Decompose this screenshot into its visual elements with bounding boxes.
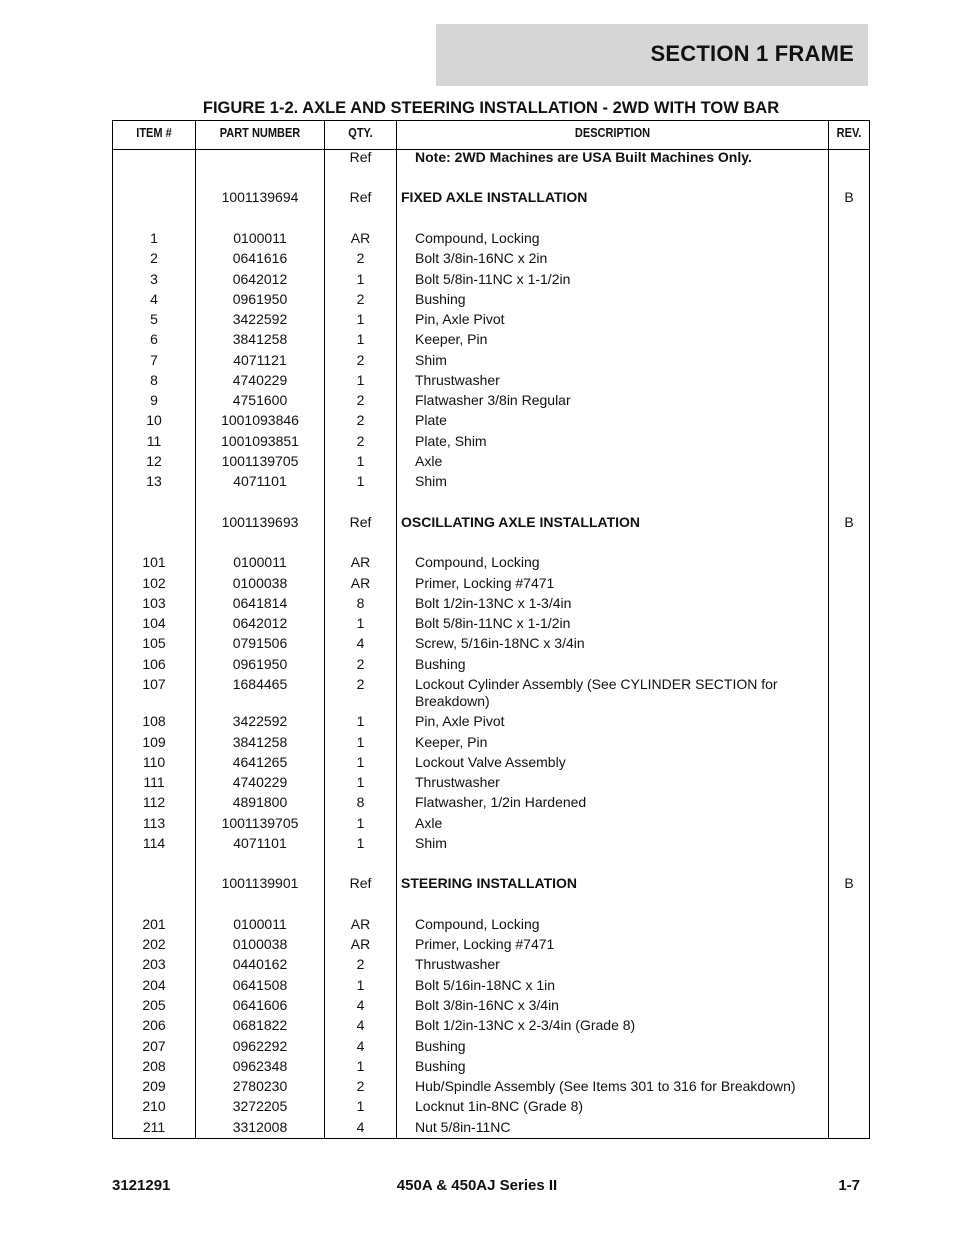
item-cell: 208	[142, 1058, 166, 1074]
description-cell: Axle	[415, 815, 443, 831]
quantity-cell: 4	[356, 635, 365, 651]
description-cell: Bolt 5/8in-11NC x 1-1/2in	[415, 615, 571, 631]
quantity-cell: Ref	[349, 149, 372, 165]
item-cell: 204	[142, 977, 166, 993]
quantity-cell: 2	[356, 956, 365, 972]
description-cell: Shim	[415, 352, 447, 368]
part-number-cell: 3841258	[232, 331, 288, 347]
description-cell: Bushing	[415, 1058, 466, 1074]
item-cell: 109	[142, 734, 166, 750]
item-cell: 102	[142, 575, 166, 591]
part-number-cell: 4071121	[233, 352, 287, 368]
column-header-rev: REV.	[836, 126, 862, 140]
description-cell: FIXED AXLE INSTALLATION	[401, 189, 588, 205]
quantity-cell: Ref	[349, 189, 372, 205]
part-number-cell: 0100038	[232, 575, 288, 591]
description-cell: Thrustwasher	[415, 774, 500, 790]
quantity-cell: 8	[356, 794, 365, 810]
description-cell: Bushing	[415, 1038, 466, 1054]
column-header-item: ITEM #	[136, 126, 172, 140]
quantity-cell: 1	[356, 977, 365, 993]
item-cell: 10	[146, 412, 162, 428]
quantity-cell: 2	[356, 352, 365, 368]
revision-cell: B	[844, 514, 854, 530]
description-cell: Keeper, Pin	[415, 734, 488, 750]
description-cell: Bolt 1/2in-13NC x 1-3/4in	[415, 595, 572, 611]
item-cell: 13	[146, 473, 162, 489]
description-cell: Lockout Valve Assembly	[415, 754, 566, 770]
description-cell: Primer, Locking #7471	[415, 575, 555, 591]
part-number-cell: 0791506	[232, 635, 288, 651]
quantity-cell: AR	[350, 575, 371, 591]
quantity-cell: 1	[356, 271, 365, 287]
quantity-cell: 8	[356, 595, 365, 611]
part-number-cell: 3422592	[232, 713, 288, 729]
description-cell: Compound, Locking	[415, 554, 540, 570]
quantity-cell: Ref	[349, 875, 372, 891]
part-number-cell: 1001093851	[221, 433, 299, 449]
part-number-cell: 0681822	[232, 1017, 288, 1033]
item-cell: 205	[142, 997, 166, 1013]
item-cell: 203	[142, 956, 166, 972]
quantity-cell: 4	[356, 1017, 365, 1033]
item-cell: 210	[142, 1098, 166, 1114]
item-cell: 5	[150, 311, 158, 327]
description-cell: Lockout Cylinder Assembly (See CYLINDER SECTION for Breakdown)	[415, 676, 778, 709]
part-number-cell: 1001093846	[221, 412, 299, 428]
part-number-cell: 4641265	[232, 754, 288, 770]
description-cell: Shim	[415, 835, 447, 851]
part-number-cell: 1001139705	[221, 453, 299, 469]
item-cell: 108	[142, 713, 166, 729]
item-cell: 114	[142, 835, 166, 851]
item-cell: 12	[146, 453, 162, 469]
item-cell: 113	[142, 815, 166, 831]
item-cell: 4	[150, 291, 158, 307]
item-cell: 2	[150, 250, 158, 266]
description-cell: Bolt 5/8in-11NC x 1-1/2in	[415, 271, 571, 287]
item-cell: 105	[142, 635, 166, 651]
quantity-cell: AR	[350, 230, 371, 246]
description-cell: Shim	[415, 473, 447, 489]
description-cell: Keeper, Pin	[415, 331, 488, 347]
description-cell: Axle	[415, 453, 443, 469]
quantity-cell: 4	[356, 997, 365, 1013]
item-cell: 103	[142, 595, 166, 611]
column-divider	[396, 121, 397, 1138]
part-number-cell: 3422592	[232, 311, 288, 327]
part-number-cell: 0962292	[232, 1038, 288, 1054]
quantity-cell: 1	[356, 372, 365, 388]
item-cell: 111	[143, 774, 165, 790]
description-cell: Hub/Spindle Assembly (See Items 301 to 316 for Breakdown)	[415, 1078, 796, 1094]
description-cell: Compound, Locking	[415, 230, 540, 246]
footer-page-number: 1-7	[838, 1177, 860, 1194]
quantity-cell: 1	[356, 734, 365, 750]
part-number-cell: 1001139705	[221, 815, 299, 831]
description-cell: Locknut 1in-8NC (Grade 8)	[415, 1098, 584, 1114]
quantity-cell: 1	[356, 1098, 365, 1114]
quantity-cell: 2	[356, 392, 365, 408]
item-cell: 201	[142, 916, 166, 932]
description-cell: Flatwasher, 1/2in Hardened	[415, 794, 587, 810]
part-number-cell: 0962348	[232, 1058, 288, 1074]
part-number-cell: 4751600	[232, 392, 288, 408]
item-cell: 101	[142, 554, 166, 570]
description-cell: Note: 2WD Machines are USA Built Machines Only.	[415, 149, 752, 165]
item-cell: 107	[142, 676, 166, 692]
quantity-cell: 1	[356, 453, 365, 469]
quantity-cell: 2	[356, 291, 365, 307]
column-header-part-number: PART NUMBER	[219, 126, 301, 140]
part-number-cell: 0100038	[232, 936, 288, 952]
part-number-cell: 0641616	[232, 250, 288, 266]
part-number-cell: 0642012	[232, 271, 288, 287]
quantity-cell: 1	[356, 713, 365, 729]
quantity-cell: 2	[356, 1078, 365, 1094]
item-cell: 207	[142, 1038, 166, 1054]
description-cell: Screw, 5/16in-18NC x 3/4in	[415, 635, 585, 651]
quantity-cell: AR	[350, 916, 371, 932]
quantity-cell: 1	[356, 615, 365, 631]
quantity-cell: Ref	[349, 514, 372, 530]
column-header-description: DESCRIPTION	[574, 126, 651, 140]
description-cell: Plate, Shim	[415, 433, 487, 449]
part-number-cell: 0961950	[232, 656, 288, 672]
description-cell: Bolt 1/2in-13NC x 2-3/4in (Grade 8)	[415, 1017, 636, 1033]
item-cell: 104	[142, 615, 166, 631]
description-cell: Bushing	[415, 656, 466, 672]
part-number-cell: 0642012	[232, 615, 288, 631]
item-cell: 8	[150, 372, 158, 388]
item-cell: 110	[142, 754, 166, 770]
quantity-cell: 1	[356, 1058, 365, 1074]
part-number-cell: 4891800	[232, 794, 288, 810]
part-number-cell: 3841258	[232, 734, 288, 750]
item-cell: 202	[142, 936, 166, 952]
description-cell: Nut 5/8in-11NC	[415, 1119, 511, 1135]
part-number-cell: 0641606	[232, 997, 288, 1013]
quantity-cell: 2	[356, 656, 365, 672]
quantity-cell: 1	[356, 331, 365, 347]
description-cell: Bolt 3/8in-16NC x 3/4in	[415, 997, 559, 1013]
description-cell: Bolt 3/8in-16NC x 2in	[415, 250, 548, 266]
part-number-cell: 1001139901	[221, 875, 299, 891]
part-number-cell: 0641814	[232, 595, 288, 611]
quantity-cell: 1	[356, 473, 365, 489]
description-cell: Primer, Locking #7471	[415, 936, 555, 952]
quantity-cell: 2	[356, 412, 365, 428]
footer-doc-number: 3121291	[112, 1177, 171, 1194]
quantity-cell: AR	[350, 936, 371, 952]
figure-title: FIGURE 1-2. AXLE AND STEERING INSTALLATION - 2WD WITH TOW BAR	[202, 99, 780, 117]
description-cell: Plate	[415, 412, 447, 428]
quantity-cell: 2	[356, 250, 365, 266]
part-number-cell: 4071101	[233, 473, 287, 489]
item-cell: 211	[142, 1119, 166, 1135]
part-number-cell: 4071101	[233, 835, 287, 851]
description-cell: Thrustwasher	[415, 956, 500, 972]
revision-cell: B	[844, 875, 854, 891]
quantity-cell: 1	[356, 835, 365, 851]
description-cell: Compound, Locking	[415, 916, 540, 932]
column-header-qty: QTY.	[348, 126, 373, 140]
item-cell: 9	[150, 392, 158, 408]
part-number-cell: 3312008	[232, 1119, 288, 1135]
item-cell: 112	[142, 794, 166, 810]
description-cell: Flatwasher 3/8in Regular	[415, 392, 571, 408]
item-cell: 206	[142, 1017, 166, 1033]
section-title: SECTION 1 FRAME	[650, 41, 854, 66]
description-cell: Bushing	[415, 291, 466, 307]
part-number-cell: 1001139694	[221, 189, 299, 205]
description-cell: OSCILLATING AXLE INSTALLATION	[401, 514, 641, 530]
part-number-cell: 1001139693	[221, 514, 299, 530]
section-header-box	[436, 24, 868, 86]
quantity-cell: 2	[356, 676, 365, 692]
quantity-cell: 1	[356, 311, 365, 327]
part-number-cell: 0100011	[233, 230, 287, 246]
description-cell: Bolt 5/16in-18NC x 1in	[415, 977, 556, 993]
part-number-cell: 0100011	[233, 916, 287, 932]
column-divider	[828, 121, 829, 1138]
part-number-cell: 0100011	[233, 554, 287, 570]
description-cell: Pin, Axle Pivot	[415, 713, 505, 729]
quantity-cell: 1	[356, 774, 365, 790]
quantity-cell: 1	[356, 815, 365, 831]
item-cell: 209	[142, 1078, 166, 1094]
quantity-cell: 4	[356, 1038, 365, 1054]
quantity-cell: 4	[356, 1119, 365, 1135]
item-cell: 6	[150, 331, 158, 347]
description-cell: Pin, Axle Pivot	[415, 311, 505, 327]
part-number-cell: 0961950	[232, 291, 288, 307]
footer-model: 450A & 450AJ Series II	[396, 1177, 558, 1194]
parts-table	[112, 120, 870, 1139]
part-number-cell: 3272205	[232, 1098, 288, 1114]
part-number-cell: 0440162	[232, 956, 288, 972]
quantity-cell: AR	[350, 554, 371, 570]
revision-cell: B	[844, 189, 854, 205]
part-number-cell: 1684465	[232, 676, 288, 692]
description-cell: Thrustwasher	[415, 372, 500, 388]
item-cell: 106	[142, 656, 166, 672]
quantity-cell: 2	[356, 433, 365, 449]
part-number-cell: 0641508	[232, 977, 288, 993]
part-number-cell: 2780230	[232, 1078, 288, 1094]
item-cell: 1	[150, 230, 158, 246]
description-cell: STEERING INSTALLATION	[401, 875, 578, 891]
part-number-cell: 4740229	[232, 372, 288, 388]
quantity-cell: 1	[356, 754, 365, 770]
item-cell: 11	[146, 433, 162, 449]
part-number-cell: 4740229	[232, 774, 288, 790]
item-cell: 3	[150, 271, 158, 287]
item-cell: 7	[150, 352, 158, 368]
